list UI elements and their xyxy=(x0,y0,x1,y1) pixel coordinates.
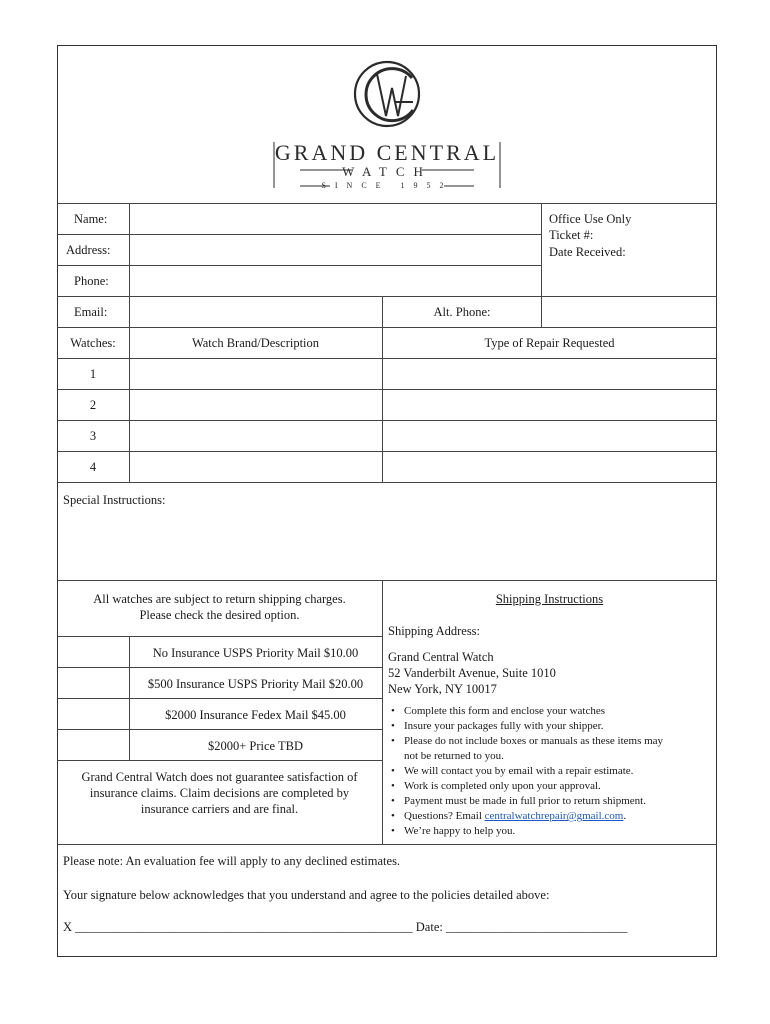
instruction-item: • Work is completed only upon your approval. xyxy=(388,779,713,794)
instruction-item: • Insure your packages fully with your shipper. xyxy=(388,719,713,734)
watch-brand-field[interactable] xyxy=(131,453,380,481)
questions-text: Questions? Email xyxy=(404,810,485,822)
watch-brand-field[interactable] xyxy=(131,422,380,450)
shipping-intro-line1: All watches are subject to return shipping charges. xyxy=(93,592,346,606)
instruction-item: • We will contact you by email with a repair estimate. xyxy=(388,764,713,779)
option-checkbox-500[interactable] xyxy=(59,669,128,697)
shipping-intro-line2: Please check the desired option. xyxy=(139,608,300,622)
logo-sub: WATCH xyxy=(342,164,432,179)
shipping-instructions-title: Shipping Instructions xyxy=(495,592,604,606)
repair-type-field[interactable] xyxy=(384,422,715,450)
divider xyxy=(57,698,382,699)
row-number: 1 xyxy=(89,367,97,381)
date-received-label: Date Received: xyxy=(549,245,626,259)
divider xyxy=(57,451,717,452)
questions-suffix: . xyxy=(623,810,627,822)
divider xyxy=(57,327,717,328)
instruction-item: • We’re happy to help you. xyxy=(388,824,713,839)
name-label: Name: xyxy=(74,212,108,226)
option-checkbox-2000[interactable] xyxy=(59,700,128,728)
address-line1: Grand Central Watch xyxy=(388,650,494,664)
divider xyxy=(57,580,717,581)
divider xyxy=(57,420,717,421)
option-label: $2000+ Price TBD xyxy=(207,739,303,753)
watches-col-label: Watches: xyxy=(70,336,116,350)
row-number: 2 xyxy=(89,398,97,412)
watch-brand-field[interactable] xyxy=(131,360,380,388)
date-field[interactable] xyxy=(472,916,647,936)
logo-brand: GRAND CENTRAL xyxy=(274,140,500,165)
row-number: 4 xyxy=(89,460,97,474)
email-field[interactable] xyxy=(131,298,380,326)
divider xyxy=(57,667,382,668)
disclaimer-line3: insurance carriers and are final. xyxy=(140,802,299,816)
brand-header: Watch Brand/Description xyxy=(191,336,320,350)
address-line2: 52 Vanderbilt Avenue, Suite 1010 xyxy=(388,666,556,680)
disclaimer-line2: insurance claims. Claim decisions are completed by xyxy=(89,786,350,800)
shipping-address-label: Shipping Address: xyxy=(388,624,481,638)
email-link[interactable]: centralwatchrepair@gmail.com xyxy=(484,810,624,822)
divider xyxy=(57,203,717,204)
address-line3: New York, NY 10017 xyxy=(388,682,497,696)
alt-phone-label: Alt. Phone: xyxy=(433,305,491,319)
instruction-text: Please do not include boxes or manuals as these items may xyxy=(404,735,664,747)
divider xyxy=(57,729,382,730)
divider xyxy=(57,760,382,761)
repair-type-field[interactable] xyxy=(384,360,715,388)
instruction-item xyxy=(388,809,713,824)
phone-label: Phone: xyxy=(74,274,109,288)
instruction-item xyxy=(388,734,713,764)
divider xyxy=(57,358,717,359)
option-label: $500 Insurance USPS Priority Mail $20.00 xyxy=(147,677,364,691)
divider xyxy=(57,636,382,637)
office-use-title: Office Use Only xyxy=(549,212,632,226)
divider xyxy=(382,296,383,482)
divider xyxy=(57,389,717,390)
special-instructions-label: Special Instructions: xyxy=(63,493,166,507)
ticket-label: Ticket #: xyxy=(549,228,594,242)
divider xyxy=(382,580,383,844)
name-field[interactable] xyxy=(131,205,539,233)
instruction-text-cont: not be returned to you. xyxy=(404,750,504,762)
acknowledgement-text: Your signature below acknowledges that you understand and agree to the policies detailed above: xyxy=(63,888,550,902)
logo-since: SINCE 1952 xyxy=(321,181,453,190)
option-label: No Insurance USPS Priority Mail $10.00 xyxy=(152,646,359,660)
disclaimer-line1: Grand Central Watch does not guarantee satisfaction of xyxy=(81,770,358,784)
repair-type-field[interactable] xyxy=(384,391,715,419)
signature-field[interactable] xyxy=(76,916,436,936)
special-instructions-field[interactable] xyxy=(59,510,715,578)
instruction-item: • Payment must be made in full prior to return shipment. xyxy=(388,794,713,809)
option-label: $2000 Insurance Fedex Mail $45.00 xyxy=(165,708,346,722)
row-number: 3 xyxy=(89,429,97,443)
signature-line: X ______________________________________________________ Date: _____________________________ xyxy=(63,920,628,934)
repair-type-field[interactable] xyxy=(384,453,715,481)
divider xyxy=(57,482,717,483)
evaluation-fee-note: Please note: An evaluation fee will apply to any declined estimates. xyxy=(63,854,401,868)
divider xyxy=(541,203,542,327)
alt-phone-field[interactable] xyxy=(543,298,715,326)
instructions-list xyxy=(388,704,713,839)
option-checkbox-no-insurance[interactable] xyxy=(59,638,128,666)
divider xyxy=(57,844,717,845)
watch-brand-field[interactable] xyxy=(131,391,380,419)
instruction-item: • Complete this form and enclose your watches xyxy=(388,704,713,719)
divider xyxy=(57,296,717,297)
logo xyxy=(270,58,504,198)
option-checkbox-2000-plus[interactable] xyxy=(59,731,128,759)
email-label: Email: xyxy=(74,305,108,319)
address-label: Address: xyxy=(66,243,111,257)
address-field[interactable] xyxy=(131,236,539,264)
repair-header: Type of Repair Requested xyxy=(484,336,615,350)
phone-field[interactable] xyxy=(131,267,539,295)
